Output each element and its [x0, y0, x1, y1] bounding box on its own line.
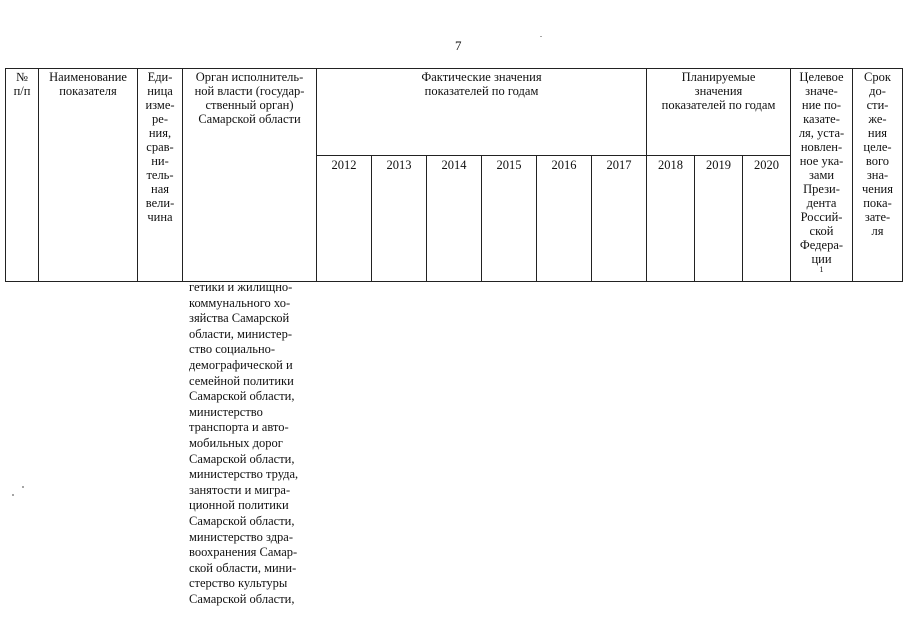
year-cell: 2016: [537, 156, 592, 282]
scan-speck: [540, 36, 542, 37]
year-cell: 2020: [743, 156, 791, 282]
scan-speck: [12, 494, 14, 496]
indicators-table: [5, 68, 903, 282]
year-cell: 2019: [695, 156, 743, 282]
year-cell: 2018: [647, 156, 695, 282]
header-indicator-name: Наименование показателя: [39, 69, 138, 282]
header-executive-body: Орган исполнитель- ной власти (государ- ственный орган) Самарской области: [183, 69, 317, 282]
header-number: № п/п: [6, 69, 39, 282]
header-actual-values: Фактические значения показателей по годам: [317, 69, 647, 156]
year-cell: 2017: [592, 156, 647, 282]
header-unit: Еди- ница изме- ре- ния, срав- ни- тель- ная вели- чина: [138, 69, 183, 282]
header-target-value: Целевое значе- ние по- казате- ля, уста- новлен- ное ука- зами Прези- дента Россий- ской Федера- ции $^1$: [791, 69, 853, 282]
footnote-marker: 1: [819, 264, 824, 274]
page-number: 7: [455, 38, 462, 53]
scan-speck: [22, 486, 24, 488]
header-planned-values: Планируемые значения показателей по годам: [647, 69, 791, 156]
year-cell: 2012: [317, 156, 372, 282]
header-deadline: Срок до- сти- же- ния целе- вого зна- чения пока- зате- ля: [853, 69, 903, 282]
year-cell: 2014: [427, 156, 482, 282]
year-cell: 2013: [372, 156, 427, 282]
year-cell: 2015: [482, 156, 537, 282]
executive-body-continuation: гетики и жилищно- коммунального хо- зяйства Самарской области, министер- ство социально- демографической и семейной политики Самарской области, министерство транспорта и авто- мобильных дорог Самарской области, министерство труда, занятости и мигра- ционной политики Самарской области, министерство здра- воохранения Самар- ской области, мини- стерство культуры Самарской области,: [189, 280, 299, 606]
